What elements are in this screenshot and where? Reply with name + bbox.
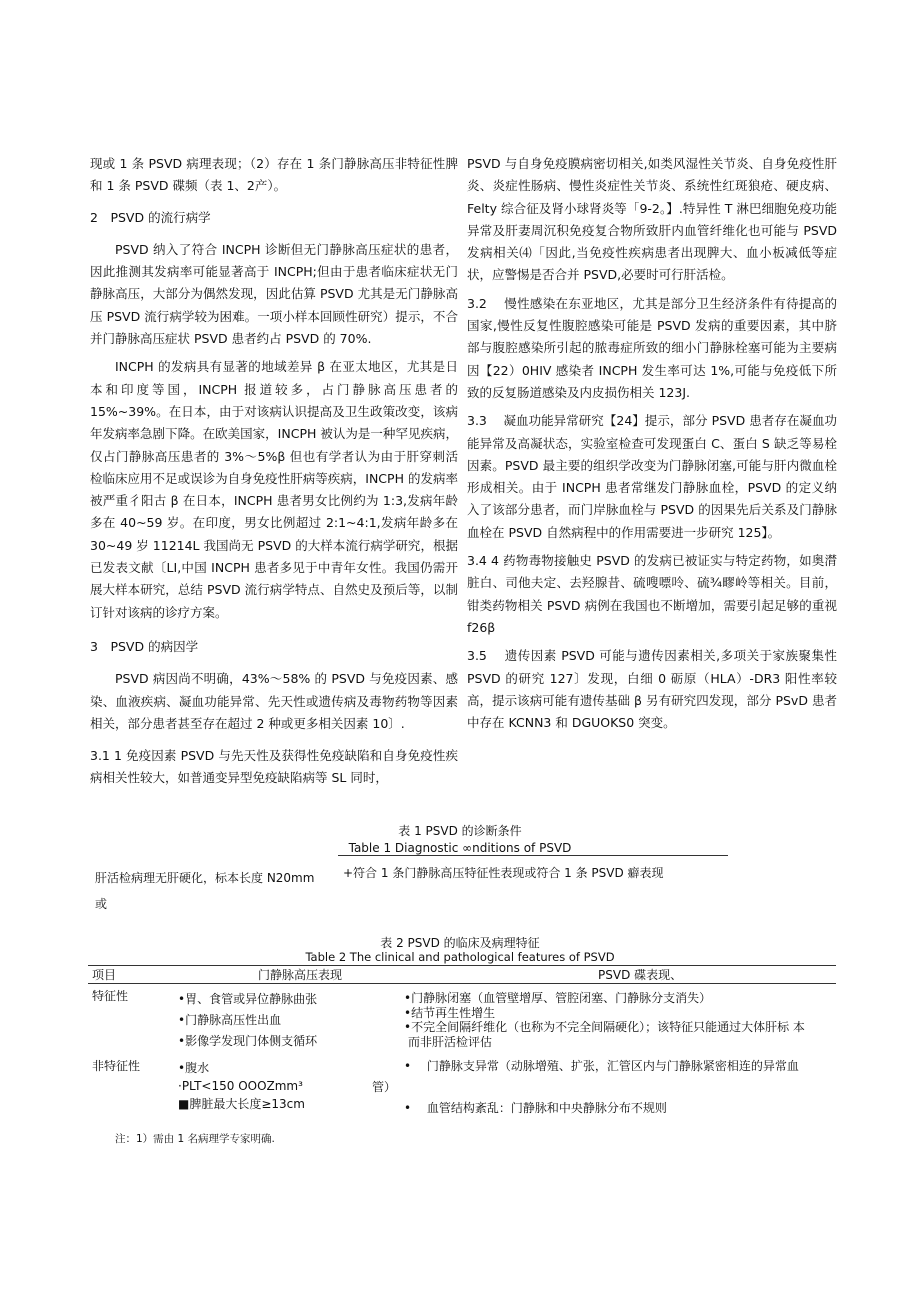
paragraph: INCPH 的发病具有显著的地域差异 β 在亚太地区，尤其是日本和印度等国，INCPH 报道较多，占门静脉高压患者的 15%~39%。在日本，由于对该病认识提高及卫生政策改变，该病年发病率急剧下降。在欧美国家，INCPH 被认为是一种罕见疾病，仅占门静脉高压患者的 3%～5%β 但也有学者认为由于肝穿刺活检临床应用不足或误诊为自身免疫性肝病等疾病，INCPH 的发病率被严重彳阳古 β 在日本，INCPH 患者男女比例约为 1:3,发病年龄多在 40~59 岁。在印度，男女比例超过 2:1~4:1,发病年龄多在 30~49 岁 11214L 我国尚无 PSVD 的大样本流行病学研究，根据已发表文献〔LI,中国 INCPH 患者多见于中青年女性。我国仍需开展大样本研究，总结 PSVD 流行病学特点、自然史及预后等，以制订针对该病的诊疗方案。: [90, 359, 458, 620]
table2-row1-clinical: [178, 989, 378, 1052]
paragraph: PSVD 纳入了符合 INCPH 诊断但无门静脉高压症状的患者，因此推测其发病率可能显著高于 INCPH;但由于患者临床症状无门静脉高压，大部分为偶然发现，因此估算 PSVD 尤其是无门静脉高压 PSVD 流行病学较为困难。一项小样本回顾性研究）提示，不合并门静脉高压症状 PSVD 患者约占 PSVD 的 70%.: [90, 241, 458, 347]
table2-title-cn: 表 2 PSVD 的临床及病理特征: [380, 936, 540, 950]
list-item: •不完全间隔纤维化（也称为不完全间隔硬化）；该特征只能通过大体肝标 本: [404, 1020, 805, 1034]
list-item: •门静脉闭塞（血管壁增厚、管腔闭塞、门静脉分支消失）: [404, 991, 712, 1005]
table2-header-item: 项目: [92, 968, 117, 982]
table2-row1-pathology: [404, 991, 834, 1049]
paragraph: 现或 1 条 PSVD 病理表现；（2）存在 1 条门静脉高压非特征性脾和 1 条 PSVD 碟频（表 1、2产）。: [90, 156, 458, 194]
table1-right-cell: +符合 1 条门静脉高压特征性表现或符合 1 条 PSVD 癖表现: [343, 866, 664, 880]
paragraph: 3.2 慢性感染在东亚地区，尤其是部分卫生经济条件有待提高的国家,慢性反复性腹腔感染可能是 PSVD 发病的重要因素，其中脐部与腹腔感染所引起的脓毒症所致的细小门静脉栓塞可能为主要病因【22）0HIV 感染者 INCPH 发生率可达 1%,可能与免疫低下所致的反复肠道感染及内皮损伤相关 123J.: [467, 295, 837, 400]
list-item: ■脾脏最大长度≥13cm: [178, 1097, 305, 1111]
table1-title-en: Table 1 Diagnostic ∞nditions of PSVD: [348, 841, 572, 855]
section-heading-epidemiology: 2 PSVD 的流行病学: [90, 209, 211, 225]
list-item: 而非肝活检评估: [408, 1034, 493, 1049]
left-column: [90, 153, 458, 790]
list-item: •胃、食管或异位静脉曲张: [178, 992, 318, 1006]
table2-rule-top: [88, 965, 836, 966]
table1-left-line1: 肝活检病理无肝硬化，标本长度 N20mm: [95, 871, 315, 885]
table1-left-line2: 或: [95, 897, 108, 911]
paragraph: 3.4 4 药物毒物接触史 PSVD 的发病已被证实与特定药物，如奥潸脏白、司他夫定、去羟腺昔、硫嗖嘌呤、硫¾疁岭等相关。目前，钳类药物相关 PSVD 病例在我国也不断增加，需要引起足够的重视 f26β: [467, 553, 837, 635]
table2-row2-pathology-line2: 管）: [372, 1080, 397, 1094]
table2-row2-pathology-line1: • 门静脉支异常（动脉增殖、扩张，汇管区内与门静脉紧密相连的异常血: [404, 1059, 799, 1073]
section-heading-etiology: 3 PSVD 的病因学: [90, 638, 199, 654]
table1-title-cn: 表 1 PSVD 的诊断条件: [398, 824, 522, 838]
table2-rule-mid: [88, 983, 836, 984]
table2-row2-clinical: [178, 1059, 368, 1113]
table2-header-pathology: PSVD 碟表现、: [598, 968, 683, 982]
table2-row1-label: 特征性: [92, 989, 129, 1003]
table2-row2-label: 非特征性: [92, 1059, 141, 1073]
list-item: •影像学发现门体侧支循环: [178, 1034, 318, 1048]
paragraph: 3.3 凝血功能异常研究【24】提示，部分 PSVD 患者存在凝血功能异常及高凝状态，实验室检查可发现蛋白 C、蛋白 S 缺乏等易栓因素。PSVD 最主要的组织学改变为门静脉闭塞,可能与肝内微血栓形成相关。由于 INCPH 患者常继发门静脉血栓，PSVD 的定义纳入了该部分患者，而门岸脉血栓与 PSVD 的因果先后关系及门静脉血栓在 PSVD 自然病程中的作用需要进一步研究 125】。: [467, 413, 837, 540]
list-item: •结节再生性增生: [404, 1005, 496, 1020]
table2-title-en: Table 2 The clinical and pathological features of PSVD: [305, 950, 615, 964]
list-item: ·PLT<150 OOOZmm³: [178, 1079, 303, 1093]
paragraph: PSVD 与自身免疫膜病密切相关,如类风湿性关节炎、自身免疫性肝炎、炎症性肠病、慢性炎症性关节炎、系统性红斑狼疮、硬皮病、Felty 综合征及肾小球肾炎等「9-2。】.特异性 T 淋巴细胞免疫功能异常及肝妻周沉积免疫复合物所致肝内血管纤维化也可能与 PSVD 发病相关⑷「因此,当免疫性疾病患者出现脾大、血小板减低等症状，应警惕是否合并 PSVD,必要时可行肝活检。: [467, 156, 837, 283]
list-item: •腹水: [178, 1061, 210, 1075]
list-item: •门静脉高压性出血: [178, 1013, 282, 1027]
table1-rule: [338, 855, 728, 856]
paragraph: PSVD 病因尚不明确，43%～58% 的 PSVD 与免疫因素、感染、血液疾病、凝血功能异常、先天性或遗传病及毒物药物等因素相关，部分患者甚至存在超过 2 种或更多相关因素 10〕.: [90, 671, 458, 731]
right-column: [467, 153, 837, 734]
table2-header-clinical: 门静脉高压表现: [258, 968, 343, 982]
table-note: 注：1）需由 1 名病理学专家明确.: [115, 1133, 275, 1145]
table1-left-cell: [95, 865, 325, 917]
paragraph: 3.1 1 免疫因素 PSVD 与先天性及获得性免疫缺陷和自身免疫性疾病相关性较大，如普通变异型免疫缺陷病等 SL 同时，: [90, 748, 458, 786]
table2-row2-pathology-line3: • 血管结构紊乱：门静脉和中央静脉分布不规则: [404, 1101, 667, 1115]
paragraph: 3.5 遗传因素 PSVD 可能与遗传因素相关,多项关于家族聚集性 PSVD 的研究 127〕发现，白细 0 砺原（HLA）-DR3 阳性率较高，提示该病可能有遗传基础 β 另有研究四发现，部分 PSvD 患者中存在 KCNN3 和 DGUOKS0 突变。: [467, 648, 837, 731]
